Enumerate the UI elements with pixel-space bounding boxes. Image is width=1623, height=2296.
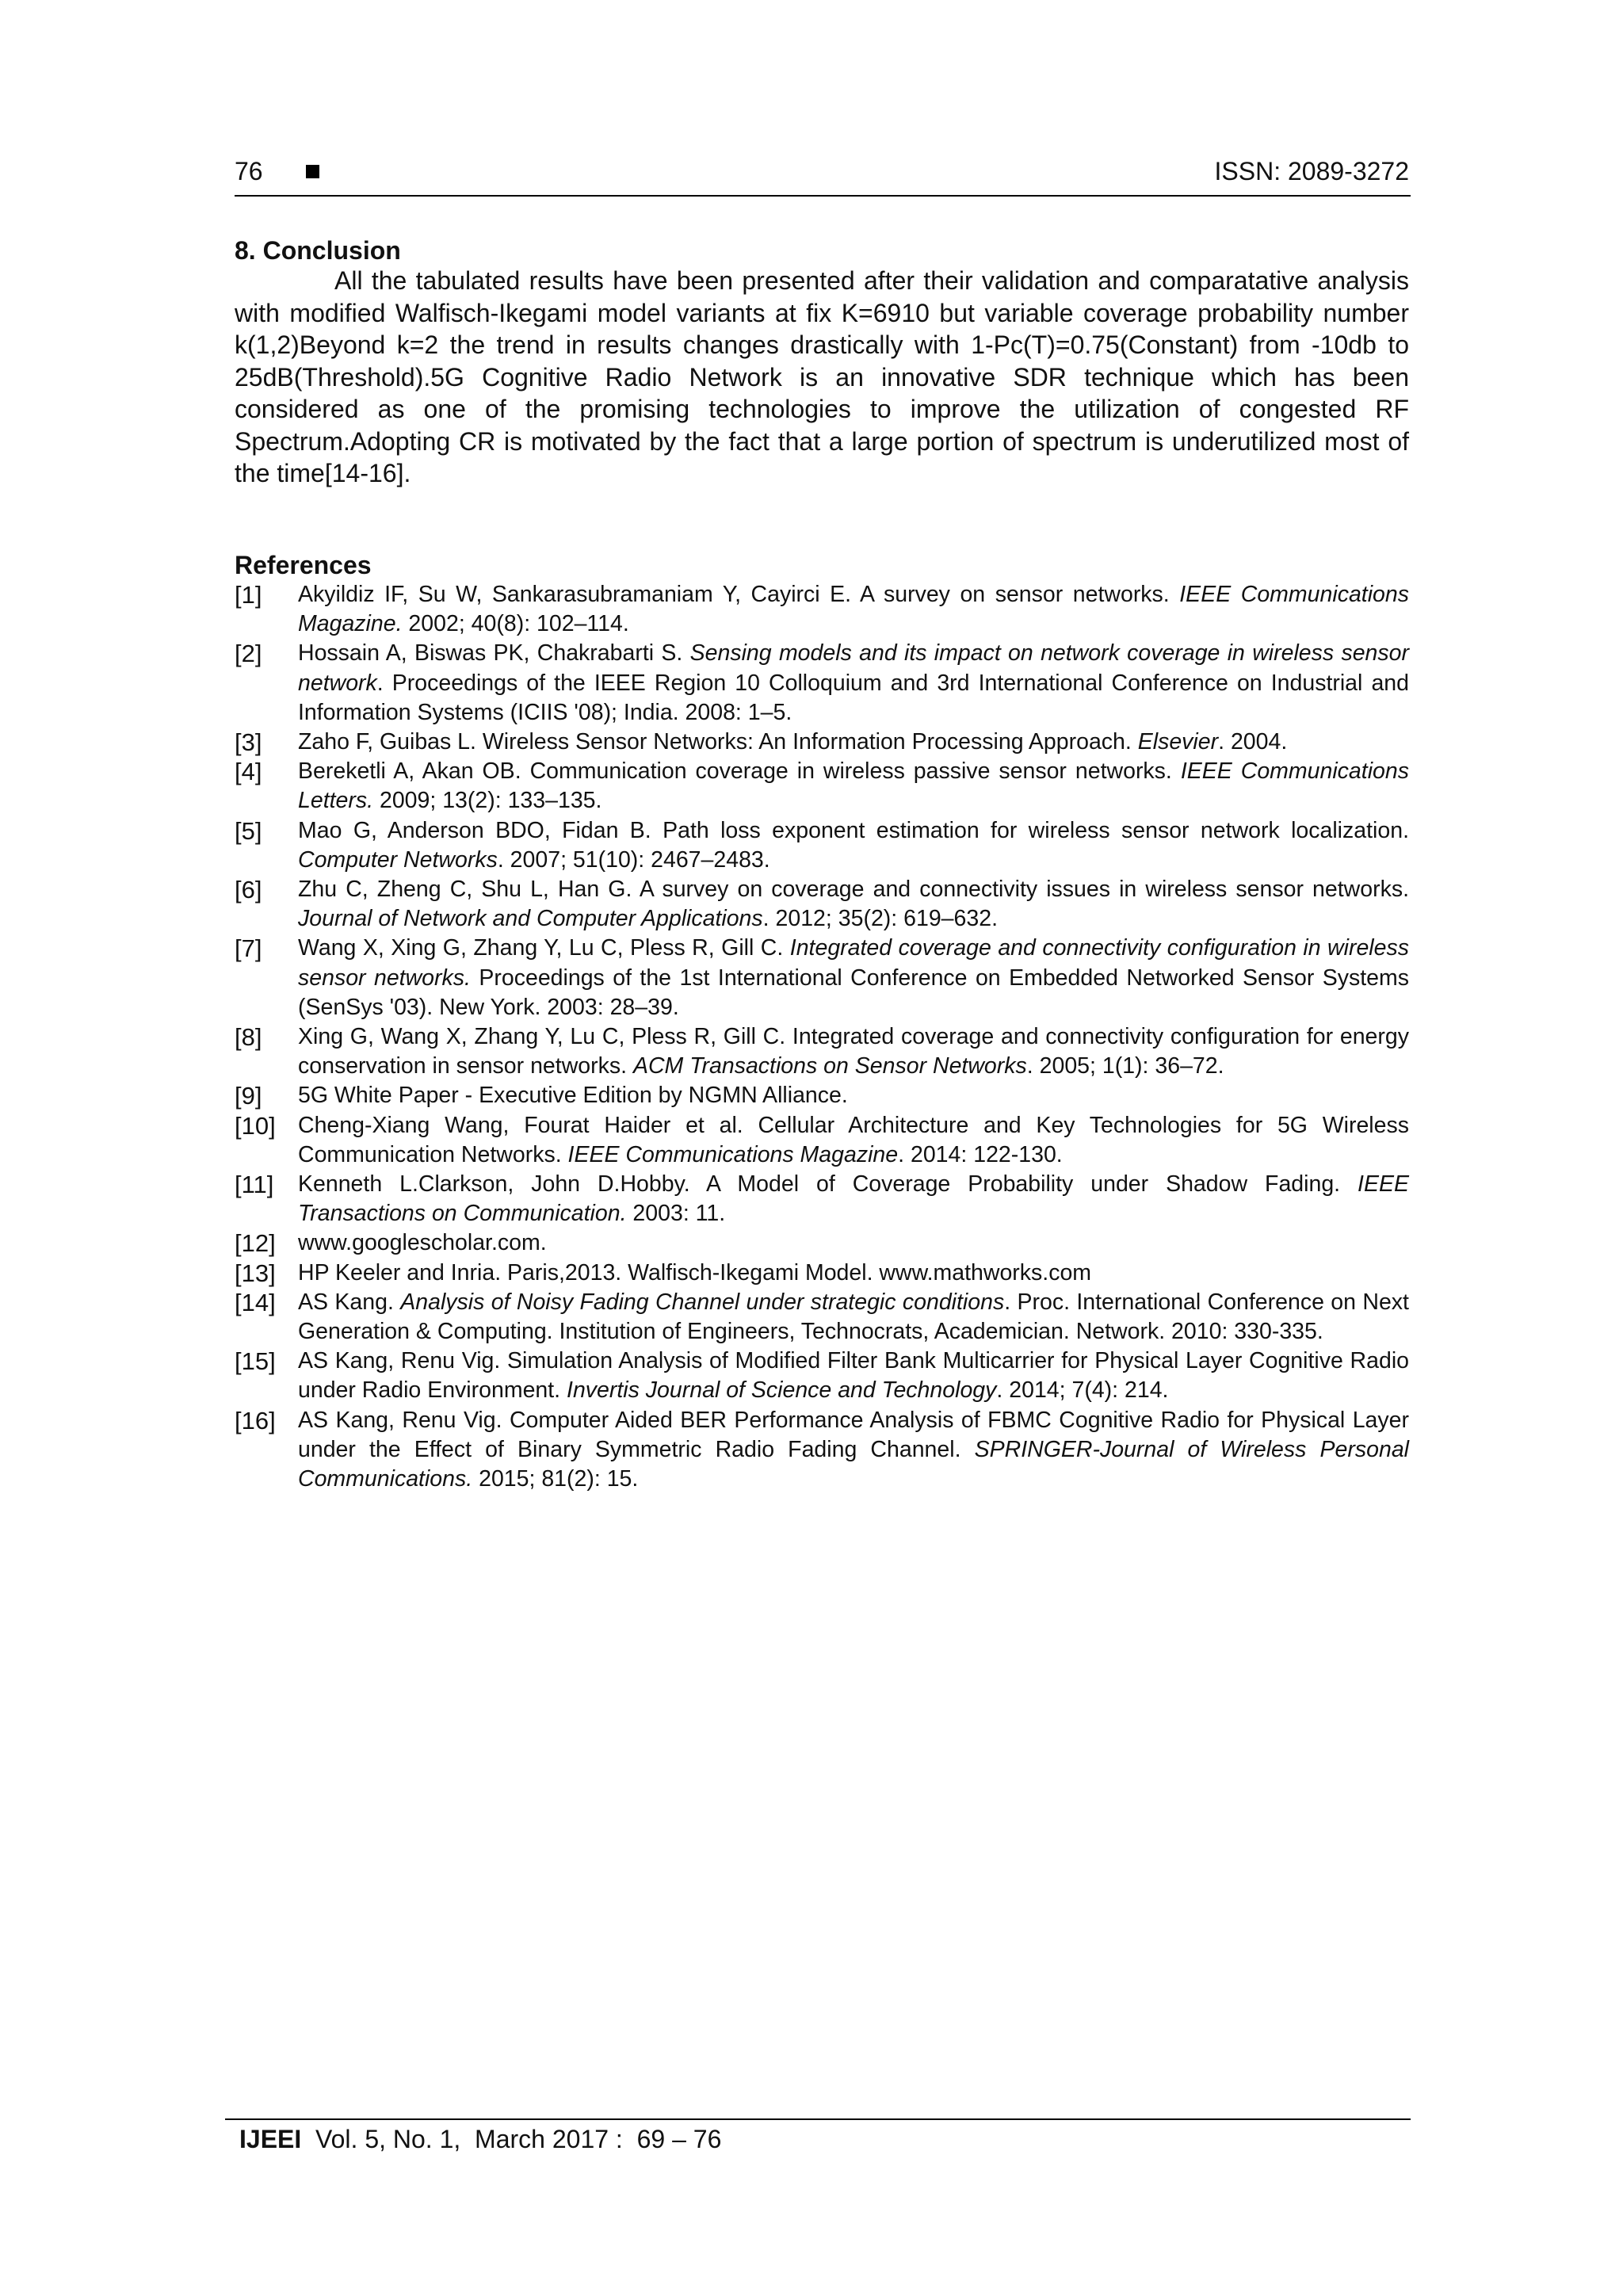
reference-text: [298, 1406, 1409, 1495]
reference-segment: AS Kang, Renu Vig. Simulation Analysis of Modified Filter Bank Multicarrier for Physical Layer Cognitive Radio under Radio Environment.: [298, 1348, 1409, 1404]
reference-segment: Hossain A, Biswas PK, Chakrabarti S.: [298, 640, 690, 667]
reference-item: [235, 1347, 1409, 1405]
reference-italic-segment: IEEE Transactions on Communication.: [298, 1171, 1409, 1227]
reference-item: [235, 875, 1409, 934]
reference-segment: 2015; 81(2): 15.: [472, 1466, 639, 1492]
conclusion-paragraph: All the tabulated results have been presented after their validation and comparatative analysis with modified Walfisch-Ikegami model variants at fix K=6910 but variable coverage probability number k(1,2)Beyond k=2 the trend in results changes drastically with 1-Pc(T)=0.75(Constant) from -10db to 25dB(Threshold).5G Cognitive Radio Network is an innovative SDR technique which has been considered as one of the promising technologies to improve the utilization of congested RF Spectrum.Adopting CR is motivated by the fact that a large portion of spectrum is underutilized most of the time[14-16].: [235, 266, 1409, 487]
reference-text: [298, 1022, 1409, 1081]
reference-segment: 2003: 11.: [626, 1201, 726, 1227]
reference-number: [7]: [235, 934, 262, 963]
journal-details: Vol. 5, No. 1, March 2017 : 69 – 76: [301, 2125, 722, 2153]
page-number: 76: [235, 157, 263, 185]
reference-segment: . 2004.: [1218, 729, 1288, 755]
reference-item: [235, 934, 1409, 1022]
reference-text: [298, 757, 1409, 816]
reference-item: [235, 816, 1409, 875]
reference-number: [3]: [235, 728, 262, 757]
reference-italic-segment: SPRINGER-Journal of Wireless Personal Communications.: [298, 1436, 1409, 1492]
reference-item: [235, 1406, 1409, 1495]
reference-italic-segment: Integrated coverage and connectivity configuration in wireless sensor networks.: [298, 935, 1409, 991]
reference-text: [298, 1259, 1409, 1288]
reference-segment: Cheng-Xiang Wang, Fourat Haider et al. Cellular Architecture and Key Technologies for 5G Wireless Communication Networks.: [298, 1112, 1409, 1167]
reference-number: [6]: [235, 876, 262, 904]
reference-segment: . 2005; 1(1): 36–72.: [1026, 1053, 1224, 1079]
reference-text: [298, 1081, 1409, 1110]
reference-item: [235, 1170, 1409, 1228]
reference-segment: Proceedings of the 1st International Conference on Embedded Networked Sensor Systems (SenSys '03). New York. 2003: 28–39.: [298, 965, 1409, 1020]
reference-text: [298, 1347, 1409, 1405]
reference-item: [235, 757, 1409, 816]
black-square-icon: [306, 165, 319, 178]
reference-segment: Zhu C, Zheng C, Shu L, Han G. A survey on coverage and connectivity issues in wireless sensor networks.: [298, 877, 1409, 903]
reference-item: [235, 639, 1409, 728]
reference-text: [298, 1170, 1409, 1228]
reference-number: [1]: [235, 581, 262, 609]
reference-number: [11]: [235, 1171, 274, 1199]
reference-segment: 2009; 13(2): 133–135.: [373, 788, 602, 814]
reference-italic-segment: Analysis of Noisy Fading Channel under strategic conditions: [400, 1289, 1005, 1315]
reference-number: [16]: [235, 1406, 276, 1435]
reference-italic-segment: Journal of Network and Computer Applications: [298, 906, 763, 932]
page-footer: [239, 2123, 721, 2155]
reference-segment: . 2012; 35(2): 619–632.: [762, 906, 998, 932]
reference-italic-segment: Elsevier: [1137, 729, 1219, 755]
journal-abbrev: IJEEI: [239, 2125, 302, 2153]
header-rule: [235, 195, 1411, 197]
reference-number: [4]: [235, 758, 262, 786]
reference-italic-segment: ACM Transactions on Sensor Networks: [632, 1053, 1027, 1079]
reference-segment: Bereketli A, Akan OB. Communication coverage in wireless passive sensor networks.: [298, 758, 1181, 785]
reference-number: [12]: [235, 1229, 276, 1258]
reference-number: [8]: [235, 1023, 262, 1052]
reference-segment: Zaho F, Guibas L. Wireless Sensor Networks: An Information Processing Approach.: [298, 729, 1138, 755]
reference-item: [235, 1081, 1409, 1110]
reference-item: [235, 1228, 1409, 1258]
reference-italic-segment: Computer Networks: [298, 846, 498, 873]
reference-text: [298, 934, 1409, 1022]
reference-text: [298, 816, 1409, 875]
reference-italic-segment: Sensing models and its impact on network coverage in wireless sensor network: [298, 640, 1410, 696]
reference-segment: . 2007; 51(10): 2467–2483.: [497, 846, 770, 873]
reference-item: [235, 580, 1409, 639]
reference-item: [235, 1288, 1409, 1347]
reference-segment: www.googlescholar.com.: [298, 1230, 547, 1256]
reference-number: [10]: [235, 1111, 276, 1140]
reference-number: [2]: [235, 640, 262, 668]
reference-italic-segment: IEEE Communications Magazine.: [298, 582, 1409, 637]
reference-italic-segment: IEEE Communications Magazine: [567, 1141, 899, 1167]
reference-number: [15]: [235, 1347, 276, 1376]
reference-item: [235, 1022, 1409, 1081]
reference-text: [298, 639, 1409, 728]
reference-text: [298, 728, 1409, 757]
reference-segment: 5G White Paper - Executive Edition by NGMN Alliance.: [298, 1083, 848, 1109]
reference-segment: Wang X, Xing G, Zhang Y, Lu C, Pless R, Gill C.: [298, 935, 790, 961]
reference-item: [235, 1111, 1409, 1170]
references-list: [235, 580, 1409, 1494]
references-title: References: [235, 551, 372, 579]
reference-segment: Akyildiz IF, Su W, Sankarasubramaniam Y, Cayirci E. A survey on sensor networks.: [298, 582, 1180, 607]
reference-segment: AS Kang.: [298, 1289, 401, 1315]
reference-segment: . 2014: 122-130.: [898, 1141, 1063, 1167]
reference-text: [298, 1228, 1409, 1258]
reference-italic-segment: IEEE Communications Letters.: [298, 758, 1409, 814]
reference-number: [14]: [235, 1288, 276, 1316]
reference-number: [13]: [235, 1259, 276, 1287]
reference-text: [298, 1288, 1409, 1347]
reference-segment: AS Kang, Renu Vig. Computer Aided BER Performance Analysis of FBMC Cognitive Radio for Physical Layer under the Effect of Binary Symmetric Radio Fading Channel.: [298, 1407, 1409, 1462]
reference-segment: . 2014; 7(4): 214.: [996, 1377, 1169, 1404]
reference-segment: Mao G, Anderson BDO, Fidan B. Path loss exponent estimation for wireless sensor network localization.: [298, 817, 1409, 843]
reference-text: [298, 875, 1409, 934]
reference-segment: Xing G, Wang X, Zhang Y, Lu C, Pless R, Gill C. Integrated coverage and connectivity configuration for energy conservation in sensor networks.: [298, 1024, 1409, 1079]
reference-segment: 2002; 40(8): 102–114.: [402, 611, 629, 637]
reference-item: [235, 1259, 1409, 1288]
reference-segment: . Proceedings of the IEEE Region 10 Colloquium and 3rd International Conference on Industrial and Information Systems (ICIIS '08); India. 2008: 1–5.: [298, 670, 1409, 725]
reference-segment: HP Keeler and Inria. Paris,2013. Walfisch-Ikegami Model. www.mathworks.com: [298, 1259, 1092, 1286]
footer-rule: [225, 2118, 1411, 2120]
reference-number: [5]: [235, 816, 262, 845]
reference-segment: . Proc. International Conference on Next Generation & Computing. Institution of Engineers, Technocrats, Academician. Network. 2010: 330-335.: [298, 1289, 1409, 1345]
section-title-conclusion: 8. Conclusion: [235, 236, 401, 265]
reference-text: [298, 1111, 1409, 1170]
reference-item: [235, 728, 1409, 757]
page-header: [235, 155, 1409, 193]
reference-italic-segment: Invertis Journal of Science and Technology: [567, 1377, 997, 1404]
issn-label: ISSN: 2089-3272: [1214, 157, 1409, 185]
reference-number: [9]: [235, 1082, 262, 1110]
reference-segment: Kenneth L.Clarkson, John D.Hobby. A Model of Coverage Probability under Shadow Fading.: [298, 1171, 1358, 1198]
reference-text: [298, 580, 1409, 639]
